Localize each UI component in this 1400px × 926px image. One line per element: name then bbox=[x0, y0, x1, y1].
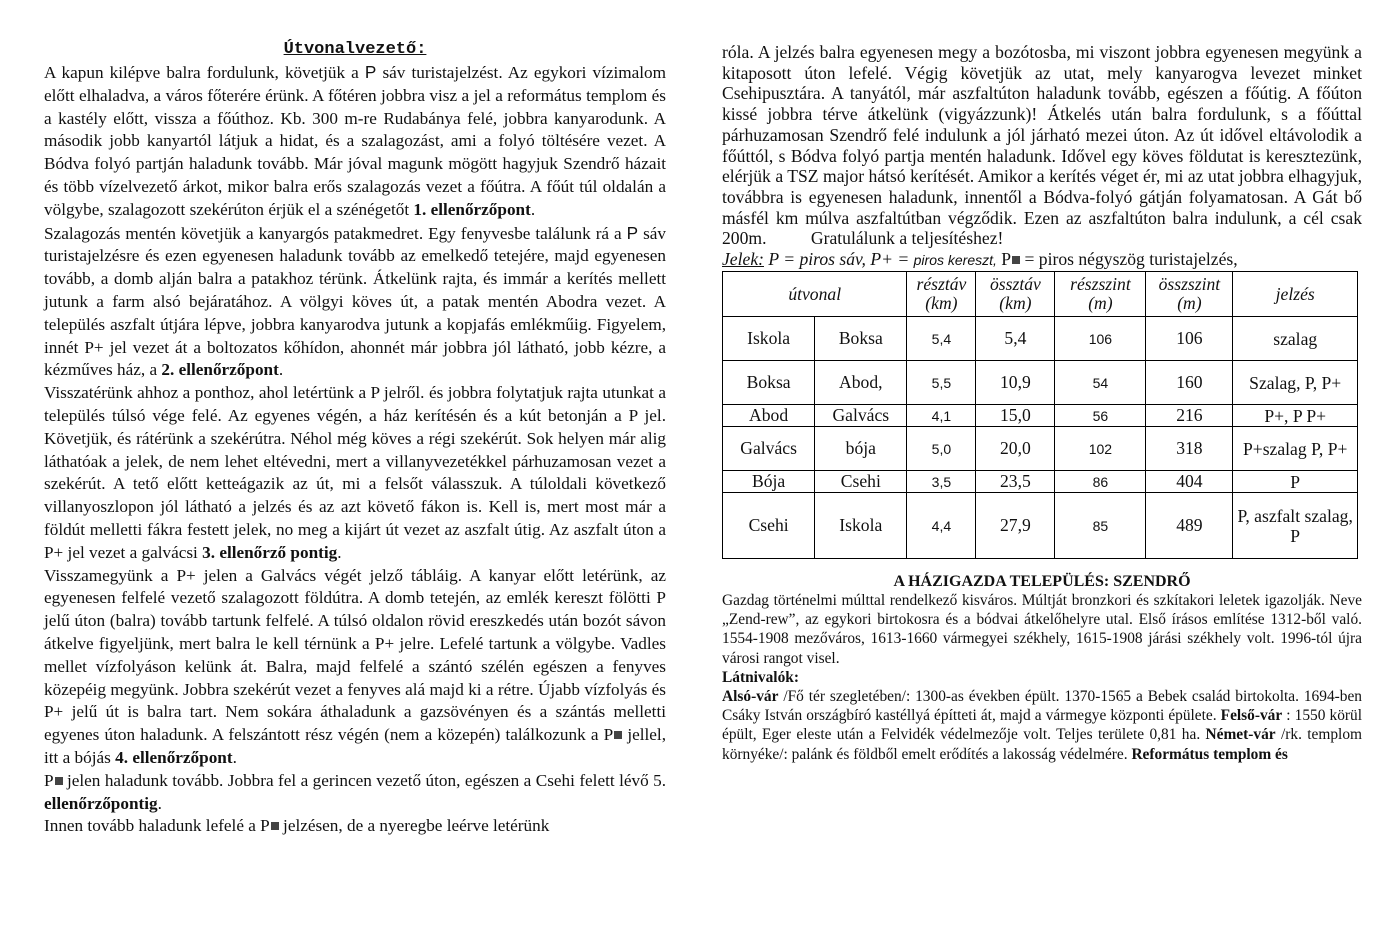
red-square-icon bbox=[55, 777, 63, 785]
header-route: útvonal bbox=[723, 272, 907, 317]
cell-signage: P, aszfalt szalag, P bbox=[1233, 493, 1358, 559]
cell-segment-elevation: 106 bbox=[1055, 317, 1146, 361]
cell-total-distance: 15,0 bbox=[976, 405, 1055, 427]
sight-1-label: Alsó-vár bbox=[722, 688, 779, 706]
cell-from: Bója bbox=[723, 471, 815, 493]
cell-total-elevation: 216 bbox=[1146, 405, 1233, 427]
cell-to: bója bbox=[815, 427, 907, 471]
table-row bbox=[723, 427, 1358, 471]
route-description bbox=[44, 61, 666, 838]
route-continuation bbox=[722, 42, 1362, 249]
cell-total-elevation: 318 bbox=[1146, 427, 1233, 471]
cell-total-distance: 10,9 bbox=[976, 361, 1055, 405]
header-total-distance: össztáv (km) bbox=[976, 272, 1055, 317]
cell-total-distance: 20,0 bbox=[976, 427, 1055, 471]
sight-2-label: Felső-vár bbox=[1220, 707, 1283, 725]
cell-to: Abod, bbox=[815, 361, 907, 405]
cell-to: Boksa bbox=[815, 317, 907, 361]
cell-segment-distance: 4,1 bbox=[907, 405, 976, 427]
cell-total-distance: 5,4 bbox=[976, 317, 1055, 361]
cell-signage: Szalag, P, P+ bbox=[1233, 361, 1358, 405]
checkpoint-label: 3. ellenőrző pontig bbox=[202, 542, 338, 562]
host-title: A HÁZIGAZDA TELEPÜLÉS: SZENDRŐ bbox=[893, 573, 1191, 591]
cell-segment-elevation: 86 bbox=[1055, 471, 1146, 493]
route-paragraph: Visszatérünk ahhoz a ponthoz, ahol letértünk a P jelről. és jobbra folytatjuk rajta utunkat a település túlsó vége felé. Az egyenes végén, a ház kerítésén és a kút betonján a P jel. Követjük, és rátérünk a szekérútra. Néhol még köves a régi szekérút. Sok helyen már alig láthatóak a jelek, de nem lehet eltévedni, mert a villanyvezetékkel párhuzamosan vezet a szekérút. A tető előtt ketteágazik az út, mi a felsőt válasszuk. A túloldali következő villanyoszlopon jól látható a jelzés és az azt követő fákon is. Kell is, mert most már a földút melletti fákra festett jelek, no meg a kijárt út vezet az aszfalt útig. Az aszfalt úton a P+ jel vezet a galvácsi 3. ellenőrző pontig. bbox=[44, 383, 666, 562]
left-column bbox=[44, 0, 666, 838]
sight-3-label: Német-vár bbox=[1205, 726, 1276, 744]
cell-signage: P bbox=[1233, 471, 1358, 493]
cell-signage: P+, P P+ bbox=[1233, 405, 1358, 427]
host-sights bbox=[722, 668, 1362, 764]
cell-total-elevation: 489 bbox=[1146, 493, 1233, 559]
sight-4-label: Református templom és bbox=[1131, 745, 1288, 763]
route-paragraph: Innen tovább haladunk lefelé a P jelzésen, de a nyeregbe leérve letérünk bbox=[44, 816, 550, 836]
checkpoint-label: 4. ellenőrzőpont bbox=[115, 747, 233, 767]
cell-segment-distance: 5,0 bbox=[907, 427, 976, 471]
cell-segment-elevation: 85 bbox=[1055, 493, 1146, 559]
route-paragraph: P jelen haladunk tovább. Jobbra fel a gerincen vezető úton, egészen a Csehi felett lévő 5. ellenőrzőpontig. bbox=[44, 770, 666, 813]
sight-1-text: /Fő tér szegletében/: 1300-as években épült. 1370-1565 a Bebek család birtokolta. 1694-ben Csáky István országbíró kastéllyá építteti át, majd a vármegye központi épülete. bbox=[722, 688, 1362, 725]
header-signage: jelzés bbox=[1233, 272, 1358, 317]
cell-signage: P+szalag P, P+ bbox=[1233, 427, 1358, 471]
trail-mark-p: P bbox=[364, 62, 377, 82]
red-square-icon bbox=[271, 822, 279, 830]
cell-to: Iskola bbox=[815, 493, 907, 559]
route-continuation-text: róla. A jelzés balra egyenesen megy a bozótosba, mi viszont jobbra egyenesen megyünk a kitaposott úton lefelé. Végig követjük az utat, mely kanyarogva levezet minket Csehipusztára. A tanyától, már aszfaltúton haladunk tovább, egészen a főútig. A főúton kissé jobbra térve átkelünk (vigyázzunk)! Átkelés után balra fordulunk, s a főúttal párhuzamosan Szendrő felé indulunk a jól járható mezei úton. Az út idővel eltávolodik a főúttól, s Bódva folyó partja mentén haladunk. Idővel egy köves földutat is keresztezünk, elérjük a TSZ major hátsó kerítését. Amikor a kerítés véget ér, mi az utat jobbra elhagyjuk, továbbra is egyenesen haladunk, innentől a Bódva-folyó gátján folyamatosan. A Gát bő másfél km múlva aszfaltútban végződik. Ezen az aszfaltúton balra indulunk, a cél csak 200m. bbox=[722, 42, 1362, 249]
cell-segment-elevation: 102 bbox=[1055, 427, 1146, 471]
route-paragraph: Szalagozás mentén követjük a kanyargós patakmedret. Egy fenyvesbe találunk rá a P sáv turistajelzésre és ezen egyenesen haladunk tovább az emelkedő tetejére, majd egyenesen tovább, a domb alján balra a patakhoz térünk. Átkelünk rajta, és immár a kerítés mellett jutunk a farm alsó bejáratához. A völgyi köves út, a patak mentén Abodra vezet. A település aszfalt útjára lépve, jobbra kanyarodva jutunk a kopjafás emlékműig. Figyelem, innét P+ jel vezet át a boltozatos kőhídon, ahonnét már jobbra jól látható, jobb kézre, a kézműves ház, a 2. ellenőrzőpont. bbox=[44, 222, 666, 380]
cell-total-elevation: 160 bbox=[1146, 361, 1233, 405]
cell-total-elevation: 404 bbox=[1146, 471, 1233, 493]
route-table bbox=[722, 271, 1358, 559]
congrats-text: Gratulálunk a teljesítéshez! bbox=[810, 228, 1004, 249]
table-header-row bbox=[723, 272, 1358, 317]
sight-2-text: : 1550 körül épült, Eger eleste után a Felvidék védelmezője volt. Teljes területe 0,81 ha. bbox=[722, 707, 1362, 744]
cell-segment-distance: 5,5 bbox=[907, 361, 976, 405]
cell-from: Boksa bbox=[723, 361, 815, 405]
route-paragraph: A kapun kilépve balra fordulunk, követjük a P sáv turistajelzést. Az egykori vízimalom előtt elhaladva, a város főterére érünk. A főtéren jobbra visz a jel a református templom és a kastély előtt, vissza a főúthoz. Kb. 300 m-re Rudabánya felé, jobbra kanyarodunk. A második jobb kanyartól látjuk a hidat, és a szalagozást, ami a folyó töltésére vezet. A Bódva folyó partján haladunk tovább. Már jóval magunk mögött hagyjuk Szendrő házait és több vízelvezető árkot, mikor balra erős szalagozás vezet a főútra. A főút túl oldalán a völgybe, szalagozott szekérúton érjük el a szénégetőt 1. ellenőrzőpont. bbox=[44, 62, 667, 219]
sights-label: Látnivalók: bbox=[722, 668, 799, 686]
checkpoint-label: 1. ellenőrzőpont bbox=[413, 199, 531, 219]
cell-to: Galvács bbox=[815, 405, 907, 427]
sight-3-text: /rk. templom környéke/: palánk és földből emelt erődítés a lakosság védelmére. bbox=[722, 726, 1362, 763]
cell-from: Iskola bbox=[723, 317, 815, 361]
header-segment-elevation: részszint (m) bbox=[1055, 272, 1146, 317]
checkpoint-label: ellenőrzőpontig bbox=[44, 793, 158, 813]
cell-segment-elevation: 56 bbox=[1055, 405, 1146, 427]
table-row bbox=[723, 493, 1358, 559]
cell-segment-distance: 4,4 bbox=[907, 493, 976, 559]
route-paragraph: Visszamegyünk a P+ jelen a Galvács végét jelző tábláig. A kanyar előtt letérünk, az egyenesen felfelé vezető szalagozott földútra. A domb tetején, az emlék kereszt fölötti P jelű úton (balra) tovább tartunk felfelé. A túlsó oldalon rövid ereszkedés után bozót sávon átkelve figyeljünk, mert balra le kell térnünk a P+ jelre. Lefelé tartunk a völgybe. Vadles mellet vízfolyáson kelünk át. Balra, majd felfelé a szántó szélén egészen a fenyves közepéig megyünk. Jobbra szekérút vezet a fenyves alá majd ki a rétre. Újabb vízfolyás és P+ jelű út is balra tart. Nem sokára áthaladunk a gazsövényen és a szántás melletti egyenes úton haladunk. A felszántott rész végén (nem a közepén) találkozunk a P jellel, itt a bójás 4. ellenőrzőpont. bbox=[44, 565, 666, 767]
right-column bbox=[722, 0, 1362, 764]
route-table-body bbox=[723, 317, 1358, 559]
cell-to: Csehi bbox=[815, 471, 907, 493]
legend-text-3: P bbox=[996, 249, 1012, 270]
cell-total-distance: 27,9 bbox=[976, 493, 1055, 559]
cell-segment-distance: 5,4 bbox=[907, 317, 976, 361]
legend-text-4: = piros négyszög turistajelzés, bbox=[1020, 249, 1238, 270]
table-row bbox=[723, 471, 1358, 493]
cell-signage: szalag bbox=[1233, 317, 1358, 361]
cell-segment-distance: 3,5 bbox=[907, 471, 976, 493]
route-title: Útvonalvezető: bbox=[283, 40, 427, 59]
table-row bbox=[723, 405, 1358, 427]
cell-from: Abod bbox=[723, 405, 815, 427]
cell-total-distance: 23,5 bbox=[976, 471, 1055, 493]
cell-segment-elevation: 54 bbox=[1055, 361, 1146, 405]
header-total-elevation: összszint (m) bbox=[1146, 272, 1233, 317]
legend bbox=[722, 249, 1362, 270]
host-intro: Gazdag történelmi múlttal rendelkező kisváros. Múltját bronzkori és szkítakori leletek igazolják. Neve „Zend-rew”, az egykori birtokosra és a bódvai átkelőhelyre utal. Első írásos említése 1312-ből való. 1554-1908 mezőváros, 1613-1660 vármegyei székhely, 1615-1908 járási székhely volt. 1996-tól újra városi rangot visel. bbox=[722, 592, 1362, 667]
legend-text-1: P = piros sáv, P+ = bbox=[763, 249, 914, 270]
legend-text-2: piros kereszt, bbox=[913, 252, 997, 269]
red-square-icon bbox=[1012, 256, 1020, 264]
table-row bbox=[723, 361, 1358, 405]
table-row bbox=[723, 317, 1358, 361]
cell-from: Galvács bbox=[723, 427, 815, 471]
red-square-icon bbox=[614, 731, 622, 739]
cell-total-elevation: 106 bbox=[1146, 317, 1233, 361]
cell-from: Csehi bbox=[723, 493, 815, 559]
header-segment-distance: résztáv (km) bbox=[907, 272, 976, 317]
checkpoint-label: 2. ellenőrzőpont bbox=[161, 360, 279, 380]
legend-label: Jelek: bbox=[722, 249, 764, 270]
trail-mark-p: P bbox=[626, 222, 639, 243]
